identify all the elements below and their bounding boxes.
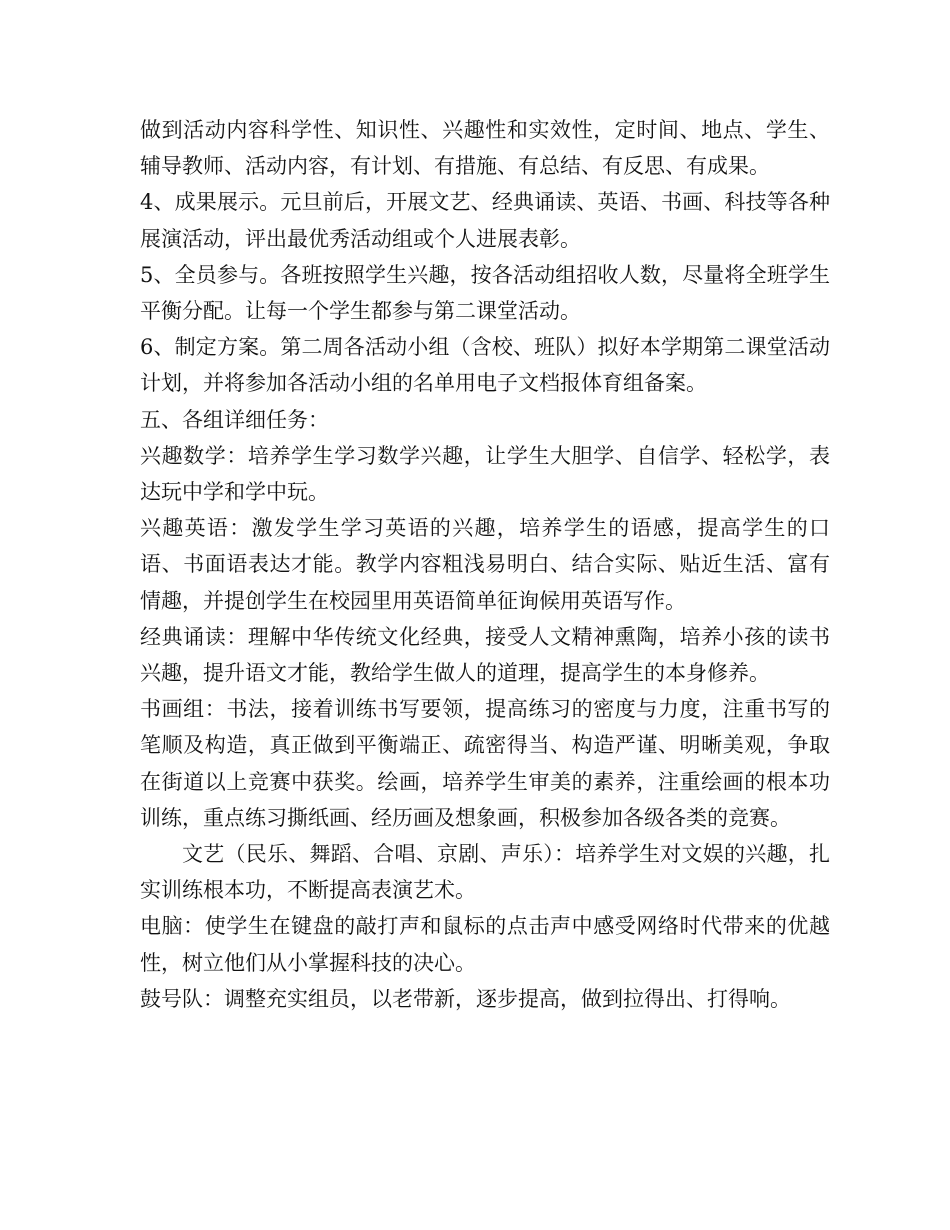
section-heading-5: 五、各组详细任务： <box>140 407 329 432</box>
paragraph-english: 兴趣英语：激发学生学习英语的兴趣，培养学生的语感，提高学生的口语、书面语表达才能。教学内容粗浅易明白、结合实际、贴近生活、富有情趣，并提创学生在校园里用英语简单征询候用英语写作。 <box>140 516 830 613</box>
paragraph-math: 兴趣数学：培养学生学习数学兴趣，让学生大胆学、自信学、轻松学，表达玩中学和学中玩。 <box>140 443 830 505</box>
paragraph-classics: 经典诵读：理解中华传统文化经典，接受人文精神熏陶，培养小孩的读书兴趣，提升语文才能，教给学生做人的道理，提高学生的本身修养。 <box>140 624 830 686</box>
paragraph-item-5: 5、全员参与。各班按照学生兴趣，按各活动组招收人数，尽量将全班学生平衡分配。让每一个学生都参与第二课堂活动。 <box>140 262 830 324</box>
paragraph-calligraphy-painting: 书画组：书法，接着训练书写要领，提高练习的密度与力度，注重书写的笔顺及构造，真正做到平衡端正、疏密得当、构造严谨、明晰美观，争取在街道以上竞赛中获奖。绘画，培养学生审美的素养，注重绘画的根本功训练，重点练习撕纸画、经历画及想象画，积极参加各级各类的竞赛。 <box>140 697 830 830</box>
paragraph-continuation: 做到活动内容科学性、知识性、兴趣性和实效性，定时间、地点、学生、辅导教师、活动内容，有计划、有措施、有总结、有反思、有成果。 <box>140 118 830 179</box>
paragraph-computer: 电脑：使学生在键盘的敲打声和鼠标的点击声中感受网络时代带来的优越性，树立他们从小掌握科技的决心。 <box>140 914 830 975</box>
paragraph-arts: 文艺（民乐、舞蹈、合唱、京剧、声乐）：培养学生对文娱的兴趣，扎实训练根本功，不断提高表演艺术。 <box>140 842 830 903</box>
paragraph-drum-band: 鼓号队：调整充实组员，以老带新，逐步提高，做到拉得出、打得响。 <box>140 986 791 1011</box>
document-body <box>140 112 830 1017</box>
paragraph-item-4: 4、成果展示。元旦前后，开展文艺、经典诵读、英语、书画、科技等各种展演活动，评出最优秀活动组或个人进展表彰。 <box>140 190 830 251</box>
paragraph-item-6: 6、制定方案。第二周各活动小组（含校、班队）拟好本学期第二课堂活动计划，并将参加各活动小组的名单用电子文档报体育组备案。 <box>140 335 830 396</box>
